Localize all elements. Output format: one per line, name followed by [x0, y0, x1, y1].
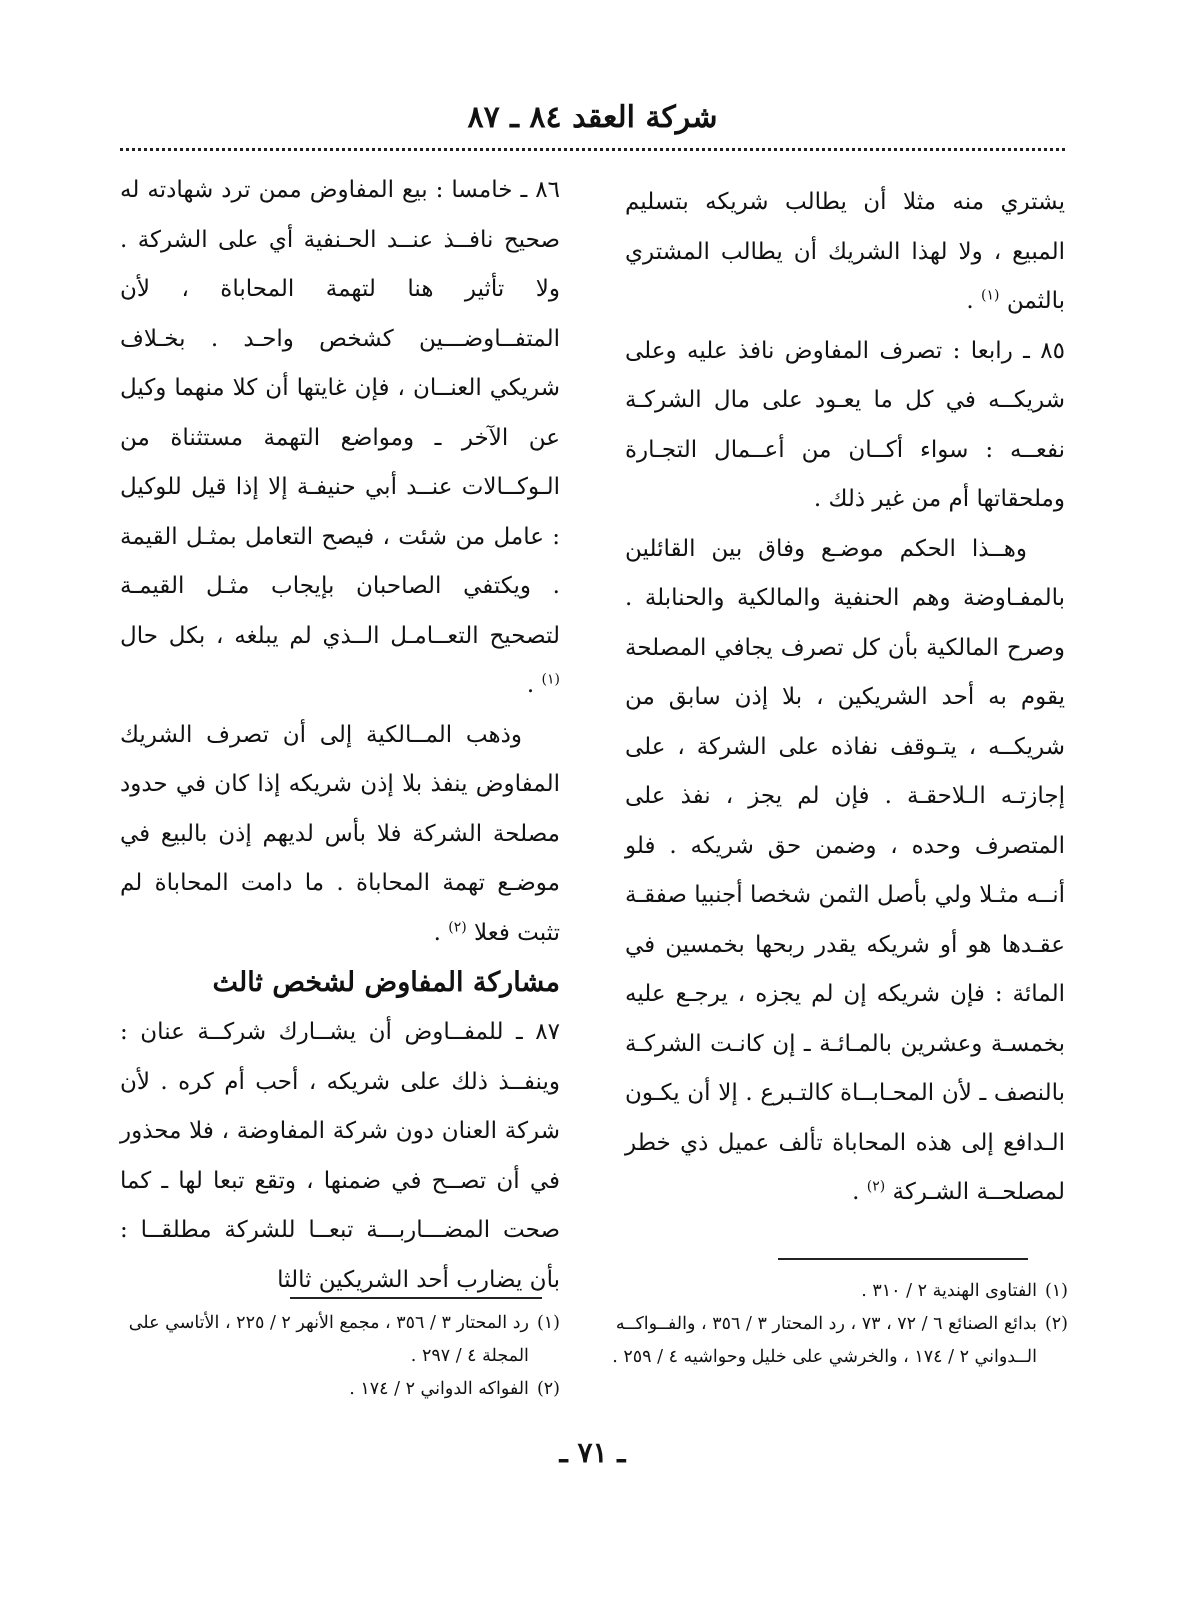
footnotes-right [598, 1275, 1068, 1374]
footnote: (١) رد المحتار ٣ / ٣٥٦ ، مجمع الأنهر ٢ / ٢٢٥ ، الأتاسي على المجلة ٤ / ٢٩٧ . [128, 1313, 560, 1366]
footnote: (٢) الفواكه الدواني ٢ / ١٧٤ . [349, 1379, 560, 1399]
footnote-rule-left [290, 1297, 542, 1299]
running-header: شركة العقد ٨٤ ـ ٨٧ [467, 100, 718, 135]
paragraph-86: ٨٦ ـ خامسا : بيع المفاوض ممن ترد شهادته له صحيح نافــذ عنــد الحـنفية أي على الشركة . ولا تأثير هنا لتهمة المحاباة ، لأن المتفــاوضـــين كشخص واحـد . بخـلاف شريكي العنــان ، فإن غايتها أن كلا منهما وكيل عن الآخر ـ ومواضع التهمة مستثناة من الـوكــالات عنــد أبي حنيفـة إلا إذا قيل للوكيل : عامل من شئت ، فيصح التعامل بمثـل القيمة . ويكتفي الصاحبان بإيجاب مثـل القيمـة لتصحيح التعــامـل الــذي لم يبلغه ، بكل حال $^{(١)}$ . [120, 177, 560, 698]
paragraph-continuation: يشتري منه مثلا أن يطالب شريكه بتسليم المبيع ، ولا لهذا الشريك أن يطالب المشتري بالثمن $^{(١)}$ . [625, 189, 1065, 314]
footnote-ref: (١) [981, 287, 1000, 304]
footnotes-left [108, 1307, 560, 1406]
page-number: ـ ٧١ ـ [559, 1436, 626, 1469]
paragraph-87: ٨٧ ـ للمفــاوض أن يشــارك شركــة عنان : وينفــذ ذلك على شريكه ، أحب أم كره . لأن شركة العنان دون شركة المفاوضة ، فلا محذور في أن تصــح في ضمنها ، وتقع تبعا لها ـ كما صحت المضـــاربـــة تبعــا للشركة مطلقــا : بأن يضارب أحد الشريكين ثالثا [120, 1019, 560, 1293]
footnote-ref: (١) [541, 671, 560, 688]
footnote-rule-right [778, 1258, 1028, 1260]
footnote: (٢) بدائع الصنائع ٦ / ٧٢ ، ٧٣ ، رد المحتار ٣ / ٣٥٦ ، والفــواكــه الــدواني ٢ / ١٧٤ ، والخرشي على خليل وحواشيه ٤ / ٢٥٩ . [612, 1314, 1068, 1367]
footnote-ref: (٢) [866, 1178, 886, 1195]
paragraph-maliki: وذهب المــالكية إلى أن تصرف الشريك المفاوض ينفذ بلا إذن شريكه إذا كان في حدود مصلحة الشركة فلا بأس لديهم إذن بالبيع في موضـع تهمة المحاباة . ما دامت المحاباة لم تثبت فعلا $^{(٢)}$ . [120, 721, 560, 946]
paragraph-85: ٨٥ ـ رابعا : تصرف المفاوض نافذ عليه وعلى شريكــه في كل ما يعـود على مال الشركـة نفعــه : سواء أكــان من أعــمال التجـارة وملحقاتها أم من غير ذلك . [625, 337, 1065, 512]
left-column [120, 166, 560, 1305]
section-heading: مشاركة المفاوض لشخص ثالث [212, 967, 560, 998]
footnote-ref: (٢) [448, 918, 467, 935]
footnote: (١) الفتاوى الهندية ٢ / ٣١٠ . [861, 1281, 1068, 1301]
right-column [625, 178, 1065, 1218]
paragraph-consensus: وهــذا الحكم موضـع وفاق بين القائلين بالمفـاوضة وهم الحنفية والمالكية والحنابلة . وصرح المالكية بأن كل تصرف يجافي المصلحة يقوم به أحد الشريكين ، بلا إذن سابق من شريكــه ، يتـوقف نفاذه على الشركة ، على إجازتـه الـلاحقـة . فإن لم يجز ، نفذ على المتصرف وحده ، وضمن حق شريكه . فلو أنــه مثـلا ولي بأصل الثمن شخصا أجنبيا صفقـة عقـدها هو أو شريكه يقدر ربحها بخمسين في المائة : فإن شريكه إن لم يجزه ، يرجـع عليه بخمسـة وعشرين بالمـائـة ـ إن كانـت الشركـة بالنصف ـ لأن المحـابــاة كالتـبرع . إلا أن يكـون الـدافع إلى هذه المحاباة تألف عميل ذي خطر لمصلحــة الشـركة $^{(٢)}$ . [625, 535, 1065, 1205]
header-dotted-rule [120, 148, 1065, 151]
